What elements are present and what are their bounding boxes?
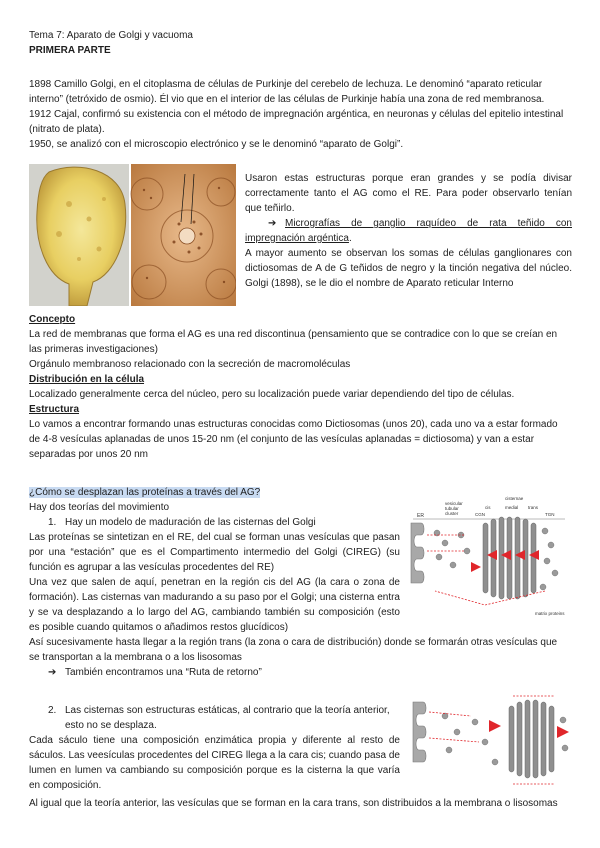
history-line: 1898 Camillo Golgi, en el citoplasma de células de Purkinje del cerebelo de lechuza. Le denominó “aparato reticular xyxy=(29,79,543,90)
para1-line: es posible cuando quitamos o añadimos restos glucídicos) xyxy=(29,622,289,633)
micrograph-intro-line: correctamente tanto el AG como el RE. Para poder observarlo tenían xyxy=(245,188,572,199)
caption-underlined: impregnación argéntica xyxy=(245,233,349,244)
history-line: (nitrato de plata). xyxy=(29,124,105,135)
caption-end: . xyxy=(348,233,352,244)
para1-full-line: Así sucesivamente hasta llegar a la región trans (la zona o cara de distribución) donde se formarán otras vesículas que xyxy=(29,637,558,648)
para2-line: en composición. xyxy=(29,780,102,791)
estructura-line: de 4-8 vesículas aplanadas de unos 15-20 nm (el conjunto de las vesículas aplanadas = dictiosoma) y van a estar xyxy=(29,434,535,445)
item2-line: Las cisternas son estructuras estáticas, al contrario que la teoría anterior, xyxy=(65,705,390,716)
label-trans: trans xyxy=(528,505,539,510)
para1-line: y se va desplazando a lo largo del AG, cambiando también su composición (esto xyxy=(29,607,400,618)
label-cis: cis xyxy=(485,505,491,510)
para1-line: Las proteínas se sintetizan en el RE, del cual se forman unas vesículas que pasan xyxy=(29,532,400,543)
concepto-line: las primeras investigaciones) xyxy=(29,344,158,355)
concepto-heading: Concepto xyxy=(29,314,76,325)
label-cisternae: cisternae xyxy=(505,496,524,501)
para2-full-line: Al igual que la teoría anterior, las vesículas que se forman en la cara trans, son distribuidos a la membrana o lisosomas xyxy=(29,798,558,809)
para1-line: función es agrupar a las vesículas procedentes del RE) xyxy=(29,562,275,573)
micrograph-caption-cont xyxy=(245,231,352,246)
estructura-line: Lo vamos a encontrar formando unas estructuras conocidas como Dictiosomas (unos 20), cada uno va a estar formado xyxy=(29,419,558,430)
estructura-heading: Estructura xyxy=(29,404,80,415)
micrograph-body-line: dictiosomas de A de G teñidos de negro y la tinción negativa del núcleo. xyxy=(245,263,572,274)
para2-line: Cada sáculo tiene una composición enzimática propia y diferente al resto de xyxy=(29,735,400,746)
para2-line: lumen en lumen va cambiando su composición porque es la cisterna la que varía xyxy=(29,765,400,776)
item1-text: Hay un modelo de maduración de las cisternas del Golgi xyxy=(65,517,316,528)
theories-intro: Hay dos teorías del movimiento xyxy=(29,502,170,513)
micrograph-caption: Micrografías de ganglio raquídeo de rata teñido con xyxy=(285,218,572,229)
label-tgn: TGN xyxy=(545,512,555,517)
para2-line: sáculos. Las veesículas procedentes del CIREG llega a la cara cis; cuando pasa de xyxy=(29,750,400,761)
part-title: PRIMERA PARTE xyxy=(29,45,111,56)
transport-question-text: ¿Cómo se desplazan las proteínas a través del AG? xyxy=(29,487,261,498)
micrograph-intro-line: que teñirlo. xyxy=(245,203,295,214)
arrow-bullet-icon: ➔ xyxy=(268,218,277,229)
micrograph-images xyxy=(29,164,236,306)
golgi-maturation-svg xyxy=(405,495,575,623)
para1-line: Una vez que salen de aquí, penetran en la región cis del AG (la cara o zona de xyxy=(29,577,400,588)
micrograph-intro-line: Usaron estas estructuras porque eran grandes y se podía divisar xyxy=(245,173,572,184)
para1-full-line: se transportan a la membrana o a los lisosomas xyxy=(29,652,242,663)
history-line: interno” (tetróxido de osmio). Él vio que en el interior de las células de Purkinje había una zona de red membranosa. xyxy=(29,94,545,105)
topic-title: Tema 7: Aparato de Golgi y vacuoma xyxy=(29,30,193,41)
item1-number: 1. xyxy=(48,517,57,528)
return-route: También encontramos una “Ruta de retorno” xyxy=(65,667,262,678)
history-line: 1912 Cajal, confirmó su existencia con el método de impregnación argéntica, en neuronas y células del epitelio intestinal xyxy=(29,109,564,120)
micrograph-body-line: A mayor aumento se observan los somas de células ganglionares con xyxy=(245,248,572,259)
ganglion-micrograph-image xyxy=(29,164,236,306)
label-vtc: tubular xyxy=(445,506,459,511)
label-matrix: matrix proteins xyxy=(535,611,565,616)
golgi-maturation-diagram xyxy=(405,495,575,623)
estructura-line: separadas por unos 20 nm xyxy=(29,449,148,460)
distribucion-heading: Distribución en la célula xyxy=(29,374,145,385)
item2-number: 2. xyxy=(48,705,57,716)
label-er: ER xyxy=(417,513,424,519)
label-vtc: cluster xyxy=(445,511,459,516)
concepto-line: La red de membranas que forma el AG es una red discontinua (pensamiento que se contradice con lo que se creían en xyxy=(29,329,558,340)
transport-question xyxy=(29,485,260,500)
para1-line: por una “estación” que es el Compartimento intermedio del Golgi (CIREG) (su xyxy=(29,547,400,558)
golgi-static-diagram xyxy=(405,692,575,788)
golgi-static-svg xyxy=(405,692,575,788)
item2-line: esto no se desplaza. xyxy=(65,720,157,731)
concepto-line: Orgánulo membranoso relacionado con la secreción de macromoléculas xyxy=(29,359,351,370)
history-line: 1950, se analizó con el microscopio electrónico y se le denominó “aparato de Golgi”. xyxy=(29,139,404,150)
label-vtc: vesicular xyxy=(445,501,463,506)
label-medial: medial xyxy=(505,505,519,510)
label-cgn: CGN xyxy=(475,512,485,517)
para1-line: formación). Las cisternas van madurando a su paso por el Golgi; una cisterna entra xyxy=(29,592,400,603)
distribucion-line: Localizado generalmente cerca del núcleo, pero su localización puede variar dependiendo del tipo de células. xyxy=(29,389,515,400)
arrow-bullet-icon: ➔ xyxy=(48,667,57,678)
micrograph-body-line: Golgi (1898), se le dio el nombre de Aparato reticular Interno xyxy=(245,278,514,289)
